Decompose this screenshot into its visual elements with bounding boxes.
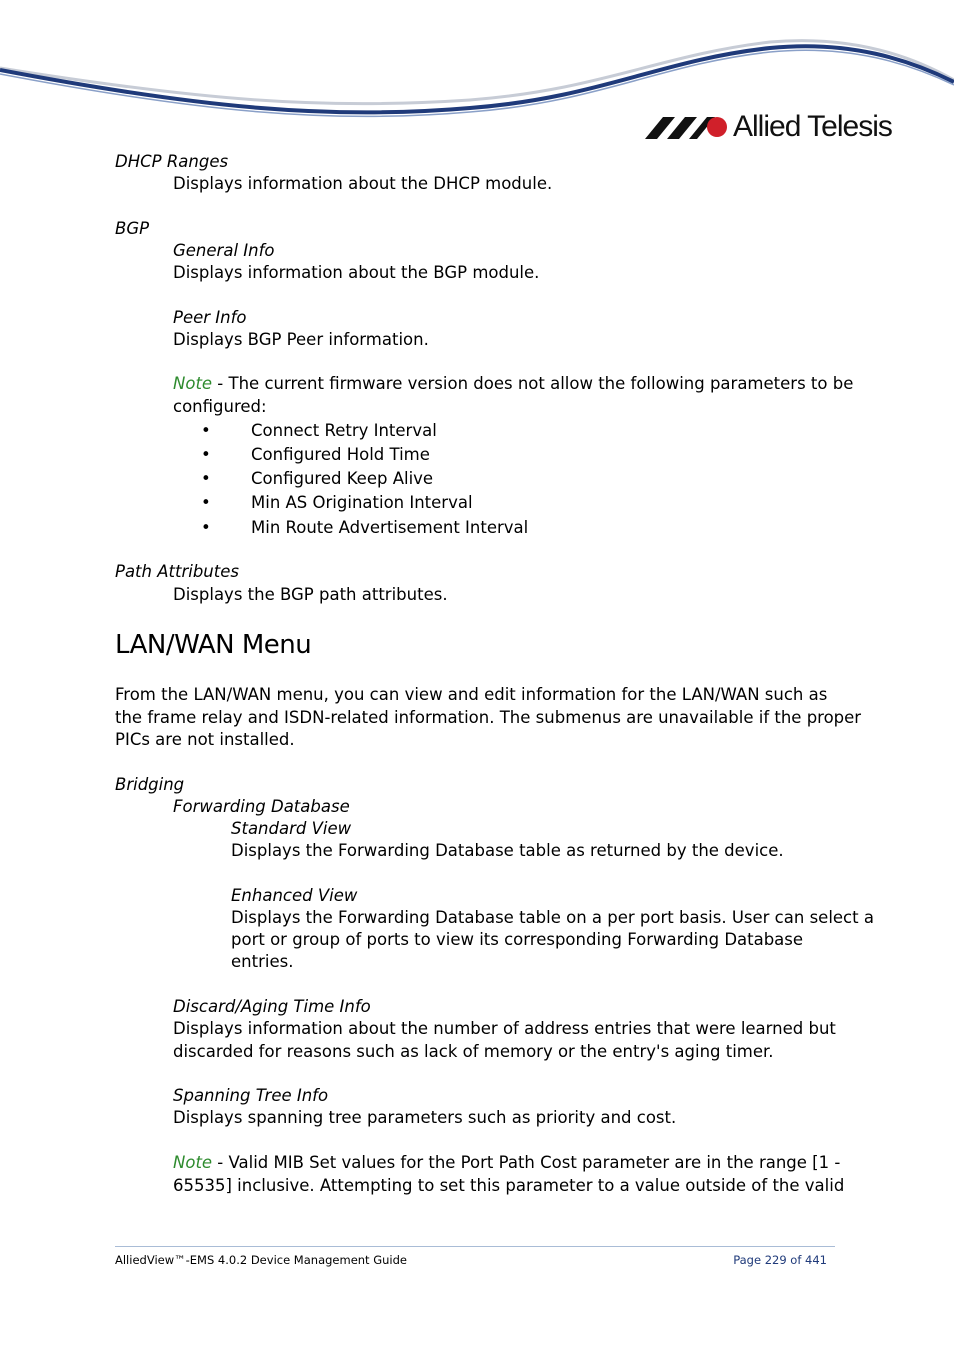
dhcp-ranges-title: DHCP Ranges <box>115 152 229 171</box>
note-label: Note <box>173 1153 213 1172</box>
enhanced-view-desc-line: Displays the Forwarding Database table on a per port basis. User can select a <box>231 908 874 927</box>
path-attributes-title: Path Attributes <box>115 562 239 581</box>
discard-aging-desc-line: discarded for reasons such as lack of memory or the entry's aging timer. <box>173 1042 774 1061</box>
lan-wan-intro-line: From the LAN/WAN menu, you can view and edit information for the LAN/WAN such as <box>115 685 828 704</box>
path-attributes-desc: Displays the BGP path attributes. <box>173 585 448 604</box>
footer-page-number: Page 229 of 441 <box>733 1253 827 1267</box>
spanning-tree-title: Spanning Tree Info <box>173 1086 329 1105</box>
bgp-note-continued: configured: <box>173 397 267 416</box>
allied-telesis-logo <box>645 112 905 144</box>
enhanced-view-desc-line: entries. <box>231 952 294 971</box>
discard-aging-title: Discard/Aging Time Info <box>173 997 371 1016</box>
bridging-title: Bridging <box>115 775 185 794</box>
enhanced-view-title: Enhanced View <box>231 886 358 905</box>
list-item: Min Route Advertisement Interval <box>251 518 529 537</box>
discard-aging-desc-line: Displays information about the number of address entries that were learned but <box>173 1019 836 1038</box>
bullet-icon: • <box>201 445 211 464</box>
logo-text: Allied Telesis <box>733 110 892 143</box>
bridging-note <box>173 1152 840 1174</box>
spanning-tree-desc: Displays spanning tree parameters such as priority and cost. <box>173 1108 677 1127</box>
bullet-icon: • <box>201 518 211 537</box>
list-item: Configured Hold Time <box>251 445 430 464</box>
logo-mark-icon <box>645 115 729 141</box>
bgp-note-text: - The current firmware version does not allow the following parameters to be <box>212 374 854 393</box>
standard-view-title: Standard View <box>231 819 352 838</box>
bgp-general-info-title: General Info <box>173 241 275 260</box>
lan-wan-intro-line: the frame relay and ISDN-related information. The submenus are unavailable if the proper <box>115 708 862 727</box>
bullet-icon: • <box>201 421 211 440</box>
list-item: Connect Retry Interval <box>251 421 437 440</box>
list-item: Configured Keep Alive <box>251 469 434 488</box>
dhcp-ranges-desc: Displays information about the DHCP module. <box>173 174 553 193</box>
footer-document-title: AlliedView™-EMS 4.0.2 Device Management Guide <box>115 1253 407 1267</box>
lan-wan-heading: LAN/WAN Menu <box>115 630 312 660</box>
list-item: Min AS Origination Interval <box>251 493 473 512</box>
bgp-peer-info-desc: Displays BGP Peer information. <box>173 330 429 349</box>
enhanced-view-desc-line: port or group of ports to view its corresponding Forwarding Database <box>231 930 804 949</box>
bgp-title: BGP <box>115 219 150 238</box>
bgp-general-info-desc: Displays information about the BGP module. <box>173 263 540 282</box>
bridging-note-continued: 65535] inclusive. Attempting to set this parameter to a value outside of the valid <box>173 1176 845 1195</box>
note-label: Note <box>173 374 213 393</box>
bullet-icon: • <box>201 469 211 488</box>
standard-view-desc: Displays the Forwarding Database table as returned by the device. <box>231 841 784 860</box>
bgp-note <box>173 373 853 395</box>
bgp-peer-info-title: Peer Info <box>173 308 247 327</box>
bridging-note-text: - Valid MIB Set values for the Port Path Cost parameter are in the range [1 - <box>212 1153 841 1172</box>
forwarding-database-title: Forwarding Database <box>173 797 350 816</box>
lan-wan-intro-line: PICs are not installed. <box>115 730 295 749</box>
bullet-icon: • <box>201 493 211 512</box>
footer-divider <box>115 1246 835 1247</box>
